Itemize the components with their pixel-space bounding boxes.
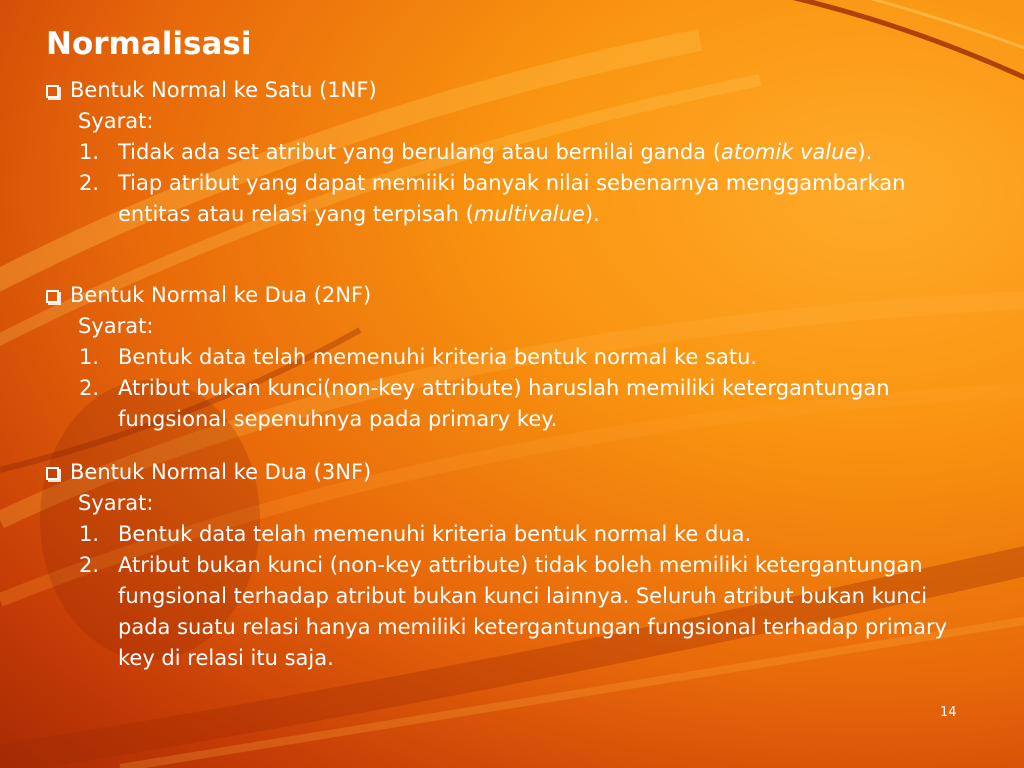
- list-number: 2.: [79, 553, 100, 577]
- list-item: [46, 168, 1006, 230]
- list-number: 1.: [79, 140, 100, 164]
- italic-term: atomik value: [720, 140, 858, 164]
- list-item-text: Atribut bukan kunci(non-key attribute) haruslah memiliki ketergantungan fungsional sepenuhnya pada primary key.: [118, 376, 890, 431]
- list-number: 2.: [79, 376, 100, 400]
- section-heading: [46, 457, 1006, 488]
- list-item-text: Bentuk data telah memenuhi kriteria bentuk normal ke dua.: [118, 522, 752, 546]
- section-heading: [46, 75, 1006, 106]
- list-item: [46, 342, 1006, 373]
- section-1nf: [46, 75, 1006, 230]
- list-item-text: Tiap atribut yang dapat memiiki banyak nilai sebenarnya menggambarkan entitas atau relasi yang terpisah (multivalue).: [118, 171, 906, 226]
- page-number: 14: [940, 705, 957, 720]
- list-item: [46, 373, 1006, 435]
- list-number: 2.: [79, 171, 100, 195]
- slide-title: Normalisasi: [46, 26, 252, 62]
- list-item: [46, 137, 1006, 168]
- list-number: 1.: [79, 522, 100, 546]
- list-item-text: Tidak ada set atribut yang berulang atau bernilai ganda (atomik value).: [118, 140, 873, 164]
- list-number: 1.: [79, 345, 100, 369]
- section-3nf: [46, 457, 1006, 674]
- checkbox-bullet-icon: [46, 467, 59, 480]
- list-item-text: Atribut bukan kunci (non-key attribute) tidak boleh memiliki ketergantungan fungsional terhadap atribut bukan kunci lainnya. Seluruh atribut bukan kunci pada suatu relasi hanya memiliki ketergantungan fungsional terhadap primary key di relasi itu saja.: [118, 553, 948, 670]
- section-2nf: [46, 280, 1006, 435]
- checkbox-bullet-icon: [46, 290, 59, 303]
- requirements-label: Syarat:: [78, 491, 154, 515]
- section-heading: [46, 280, 1006, 311]
- section-heading-text: Bentuk Normal ke Dua (2NF): [70, 283, 372, 307]
- section-heading-text: Bentuk Normal ke Dua (3NF): [70, 460, 372, 484]
- list-item: [46, 519, 1006, 550]
- section-heading-text: Bentuk Normal ke Satu (1NF): [70, 78, 377, 102]
- checkbox-bullet-icon: [46, 85, 59, 98]
- italic-term: multivalue: [473, 202, 585, 226]
- requirements-label: Syarat:: [78, 314, 154, 338]
- list-item-text: Bentuk data telah memenuhi kriteria bentuk normal ke satu.: [118, 345, 758, 369]
- requirements-label: Syarat:: [78, 109, 154, 133]
- list-item: [46, 550, 1006, 674]
